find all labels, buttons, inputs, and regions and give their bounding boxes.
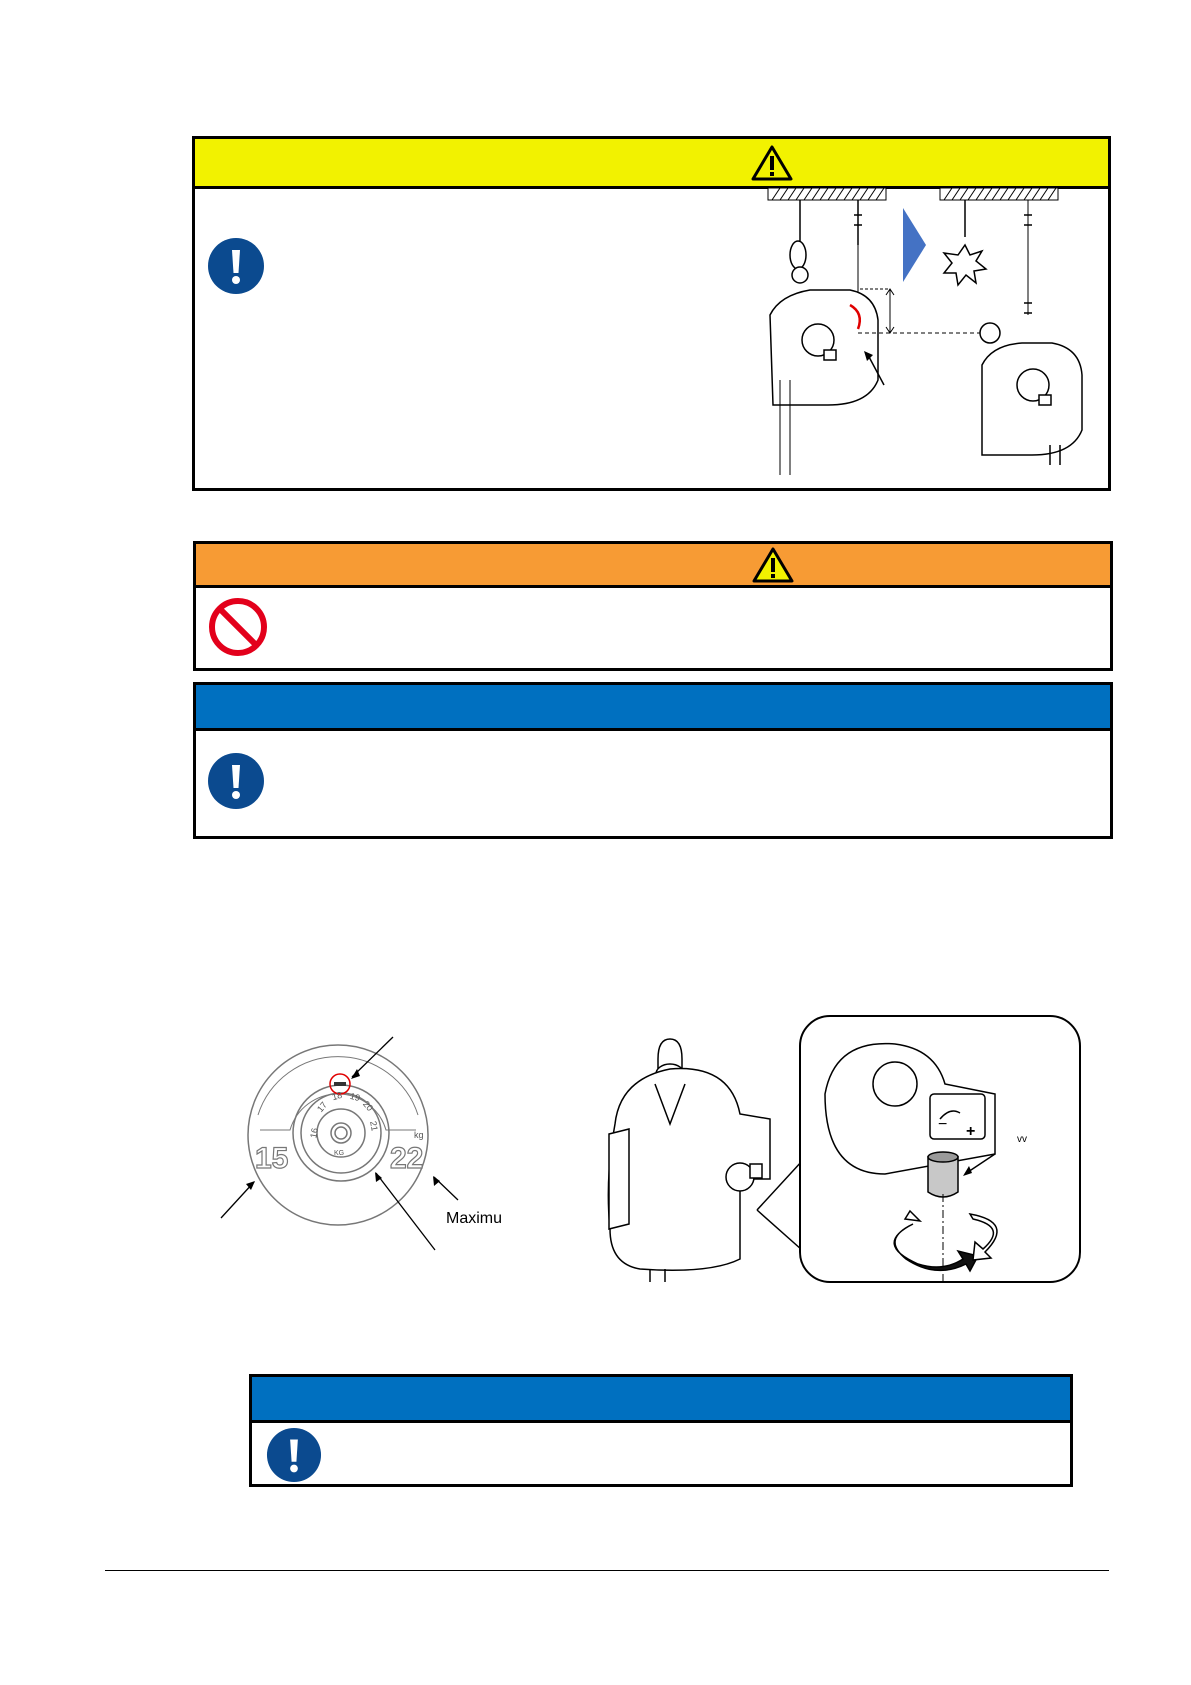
- footer-rule: [105, 1570, 1109, 1571]
- adjust-figure: [585, 1014, 1085, 1284]
- inner-scale-20: 20: [360, 1098, 376, 1114]
- warning-triangle-icon: [751, 145, 793, 181]
- prohibition-icon: [208, 597, 268, 657]
- ceiling-hatch-left: [768, 188, 886, 200]
- inner-scale-16: 16: [308, 1127, 320, 1139]
- inner-unit: KG: [334, 1150, 345, 1157]
- adjust-plus-sign: +: [966, 1123, 976, 1140]
- warning-triangle-icon: [752, 547, 794, 583]
- mandatory-exclamation-icon: [207, 752, 265, 810]
- warning-header: [195, 139, 1108, 189]
- inner-scale-19: 19: [348, 1090, 362, 1104]
- caution-header: [196, 544, 1110, 588]
- inner-scale-17: 17: [314, 1099, 330, 1115]
- maximum-label: Maximu: [446, 1210, 503, 1227]
- balancer-right: [980, 200, 1082, 465]
- mandatory-exclamation-icon: [207, 237, 265, 295]
- balancer-fall-figure: [750, 185, 1100, 485]
- balancer-left: [770, 200, 878, 475]
- broken-hook: [944, 200, 986, 285]
- balancer-body: [608, 1039, 770, 1282]
- inner-scale-21: 21: [368, 1120, 380, 1132]
- transition-arrow-icon: [903, 208, 926, 282]
- notice-header-1: [196, 685, 1110, 731]
- adjust-minus-sign: −: [938, 1116, 948, 1133]
- dial-body: [248, 1045, 428, 1225]
- mandatory-exclamation-icon: [266, 1427, 322, 1483]
- warning-box: [192, 136, 1111, 491]
- bolt-label: vv: [1017, 1134, 1027, 1145]
- dial-figure: [210, 1035, 510, 1255]
- notice-box-2: [249, 1374, 1073, 1487]
- notice-box-1: [193, 682, 1113, 839]
- dial-unit: kg: [414, 1130, 424, 1140]
- dial-max-value: 22: [390, 1142, 424, 1175]
- notice-header-2: [252, 1377, 1070, 1423]
- ceiling-hatch-right: [940, 188, 1058, 200]
- caution-box: [193, 541, 1113, 671]
- dial-min-value: 15: [255, 1142, 289, 1175]
- inner-scale-18: 18: [330, 1089, 344, 1103]
